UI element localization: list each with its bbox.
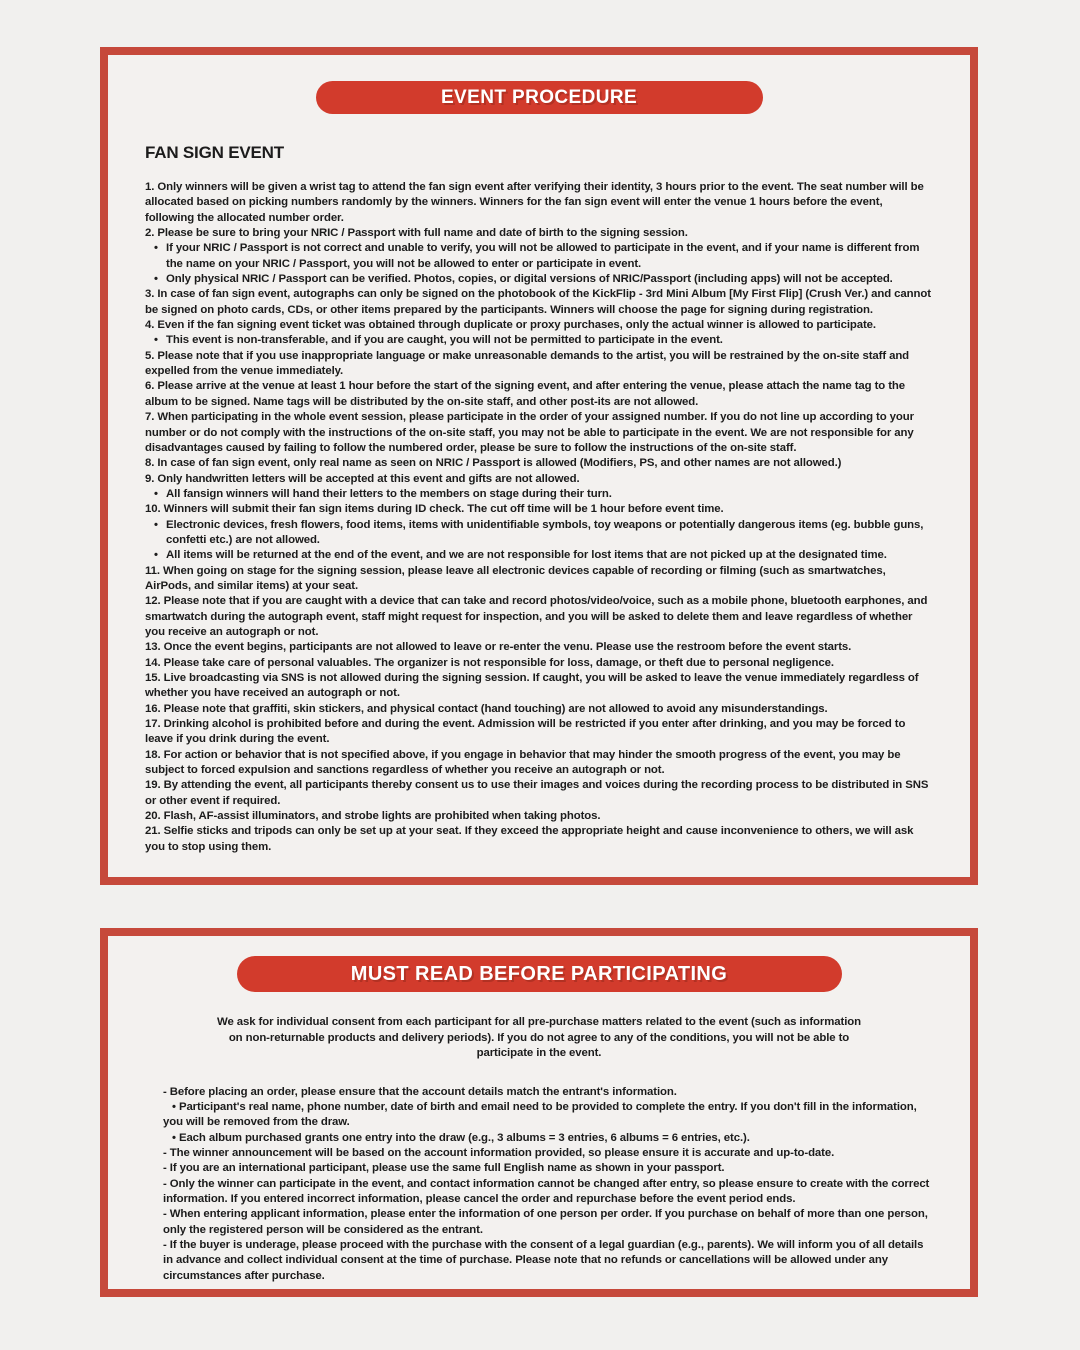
list-item: 6. Please arrive at the venue at least 1 hour before the start of the signing event, and after entering the venue, please attach the name tag to the album to be signed. Name tags will be distributed by the on-site staff, and other post-its are not allowed. bbox=[145, 380, 905, 408]
list-item: - If you are an international participant, please use the same full English name as shown in your passport. bbox=[163, 1162, 725, 1175]
must-read-section bbox=[100, 928, 978, 1297]
list-item: 7. When participating in the whole event session, please participate in the order of your assigned number. If you do not line up according to your number or do not comply with the instructions of the on-site staff, you may not be able to participate in the event. We are not responsible for any disadvantages caused by failing to follow the numbered order, please be sure to follow the instructions of the on-site staff. bbox=[145, 411, 914, 454]
list-item: 9. Only handwritten letters will be accepted at this event and gifts are not allowed. bbox=[145, 472, 580, 485]
list-item: 13. Once the event begins, participants are not allowed to leave or re-enter the venu. Please use the restroom before the event starts. bbox=[145, 641, 852, 654]
list-item: - If the buyer is underage, please proceed with the purchase with the consent of a legal guardian (e.g., parents). We will inform you of all details in advance and collect individual consent at the time of purchase. Please note that no refunds or cancellations will be allowed under any circumstances after purchase. bbox=[163, 1238, 924, 1282]
consent-intro-text: We ask for individual consent from each participant for all pre-purchase matters related to the event (such as information on non-returnable products and delivery periods). If you do not agree to any of the conditions, you will not be able to participate in the event. bbox=[217, 1016, 861, 1059]
list-sub-item: • Electronic devices, fresh flowers, food items, items with unidentifiable symbols, toy weapons or potentially dangerous items (eg. bubble guns, confetti etc.) are not allowed. bbox=[145, 518, 932, 549]
list-item: 4. Even if the fan signing event ticket was obtained through duplicate or proxy purchases, only the actual winner is allowed to participate. bbox=[145, 319, 876, 332]
list-item: - Only the winner can participate in the event, and contact information cannot be changed after entry, so please ensure to create with the correct information. If you entered incorrect information, please cancel the order and repurchase before the event period ends. bbox=[163, 1177, 930, 1205]
list-item: 3. In case of fan sign event, autographs can only be signed on the photobook of the KickFlip - 3rd Mini Album [My First Flip] (Crush Ver.) and cannot be signed on photo cards, CDs, or other items prepared by the participants. Winners will choose the page for signing during registration. bbox=[145, 288, 931, 316]
list-sub-item: • Each album purchased grants one entry into the draw (e.g., 3 albums = 3 entries, 6 albums = 6 entries, etc.). bbox=[172, 1131, 750, 1144]
list-item: 20. Flash, AF-assist illuminators, and strobe lights are prohibited when taking photos. bbox=[145, 810, 601, 823]
must-read-banner bbox=[237, 956, 842, 992]
list-item: 14. Please take care of personal valuables. The organizer is not responsible for loss, damage, or theft due to personal negligence. bbox=[145, 656, 834, 669]
list-sub-item: • Only physical NRIC / Passport can be verified. Photos, copies, or digital versions of NRIC/Passport (including apps) will not be accepted. bbox=[145, 272, 932, 287]
procedure-list bbox=[145, 180, 932, 855]
list-item: 2. Please be sure to bring your NRIC / Passport with full name and date of birth to the signing session. bbox=[145, 227, 688, 240]
list-item: 1. Only winners will be given a wrist tag to attend the fan sign event after verifying their identity, 3 hours prior to the event. The seat number will be allocated based on picking numbers randomly by the winners. Winners for the fan sign event will enter the venue 1 hours before the event, following the allocated number order. bbox=[145, 181, 924, 224]
event-procedure-banner-label: EVENT PROCEDURE bbox=[440, 87, 638, 108]
list-item: 12. Please note that if you are caught with a device that can take and record photos/video/voice, such as a mobile phone, bluetooth earphones, and smartwatch during the autograph event, staff might request for inspection, and you will be asked to delete them and leave regardless of whether you receive an autograph or not. bbox=[145, 595, 928, 638]
list-item: 8. In case of fan sign event, only real name as seen on NRIC / Passport is allowed (Modifiers, PS, and other names are not allowed.) bbox=[145, 457, 842, 470]
list-sub-item: • All fansign winners will hand their letters to the members on stage during their turn. bbox=[145, 487, 932, 502]
list-item: - Before placing an order, please ensure that the account details match the entrant's information. bbox=[163, 1085, 677, 1098]
list-item: 16. Please note that graffiti, skin stickers, and physical contact (hand touching) are not allowed to avoid any misunderstandings. bbox=[145, 702, 828, 715]
must-read-list bbox=[163, 1085, 935, 1284]
list-item: 19. By attending the event, all participants thereby consent us to use their images and voices during the recording process to be distributed in SNS or other event if required. bbox=[145, 779, 929, 807]
list-item: 10. Winners will submit their fan sign items during ID check. The cut off time will be 1 hour before event time. bbox=[145, 503, 724, 516]
list-sub-item: • This event is non-transferable, and if you are caught, you will not be permitted to participate in the event. bbox=[145, 333, 932, 348]
list-sub-item: • Participant's real name, phone number, date of birth and email need to be provided to complete the entry. If you don't fill in the information, you will be removed from the draw. bbox=[163, 1100, 917, 1129]
list-sub-item: • All items will be returned at the end of the event, and we are not responsible for lost items that are not picked up at the designated time. bbox=[145, 548, 932, 563]
fan-sign-event-heading: FAN SIGN EVENT bbox=[145, 143, 284, 162]
list-item: 17. Drinking alcohol is prohibited before and during the event. Admission will be restricted if you enter after drinking, and you may be forced to leave if you drink during the event. bbox=[145, 718, 906, 746]
list-item: 11. When going on stage for the signing session, please leave all electronic devices capable of recording or filming (such as smartwatches, AirPods, and similar items) at your seat. bbox=[145, 564, 886, 592]
list-item: 15. Live broadcasting via SNS is not allowed during the signing session. If caught, you will be asked to leave the venue immediately regardless of whether you have received an autograph or not. bbox=[145, 672, 919, 700]
list-item: 18. For action or behavior that is not specified above, if you engage in behavior that may hinder the smooth progress of the event, you may be subject to forced expulsion and sanctions regardless of whether you receive an autograph or not. bbox=[145, 748, 901, 777]
list-item: - When entering applicant information, please enter the information of one person per order. If you purchase on behalf of more than one person, only the registered person will be considered as the entrant. bbox=[163, 1208, 928, 1236]
list-item: 5. Please note that if you use inappropriate language or make unreasonable demands to the artist, you will be restrained by the on-site staff and expelled from the venue immediately. bbox=[145, 349, 910, 378]
event-procedure-banner bbox=[316, 81, 763, 114]
list-item: - The winner announcement will be based on the account information provided, so please ensure it is accurate and up-to-date. bbox=[163, 1146, 835, 1159]
event-procedure-section bbox=[100, 47, 978, 885]
list-sub-item: • If your NRIC / Passport is not correct and unable to verify, you will not be allowed to participate in the event, and if your name is different from the name on your NRIC / Passport, you will not be allowed to enter or participate in event. bbox=[145, 241, 932, 272]
must-read-banner-label: MUST READ BEFORE PARTICIPATING bbox=[350, 963, 728, 985]
list-item: 21. Selfie sticks and tripods can only be set up at your seat. If they exceed the appropriate height and cause inconvenience to others, we will ask you to stop using them. bbox=[145, 825, 914, 853]
